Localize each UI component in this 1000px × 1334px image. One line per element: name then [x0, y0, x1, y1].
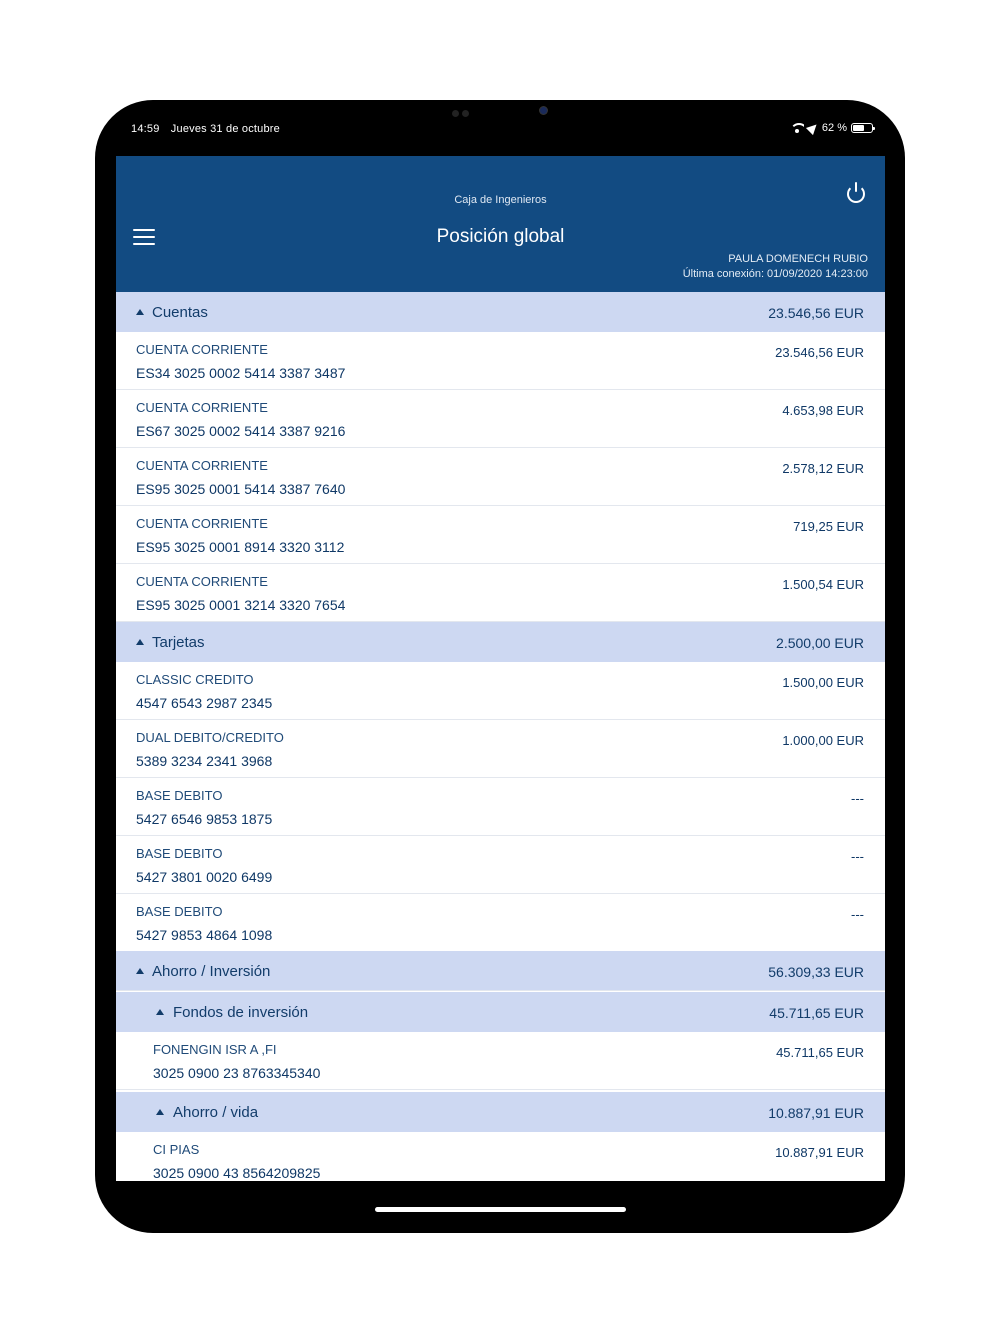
- card-amount: ---: [851, 791, 864, 806]
- subsection-label: Fondos de inversión: [173, 1004, 309, 1021]
- camera-icon: [540, 107, 547, 114]
- subsection-amount: 45.711,65 EUR: [769, 1005, 864, 1021]
- power-logout-icon[interactable]: [847, 185, 865, 203]
- card-amount: ---: [851, 907, 864, 922]
- section-amount: 23.546,56 EUR: [768, 305, 864, 321]
- fund-number: 3025 0900 23 8763345340: [153, 1065, 321, 1081]
- section-label: Tarjetas: [152, 634, 205, 651]
- card-amount: 1.500,00 EUR: [782, 675, 864, 690]
- account-type: CUENTA CORRIENTE: [136, 516, 268, 531]
- account-amount: 4.653,98 EUR: [782, 403, 864, 418]
- status-time: 14:59: [131, 123, 160, 135]
- battery-percent: 62 %: [821, 122, 847, 134]
- card-amount: 1.000,00 EUR: [782, 733, 864, 748]
- card-row[interactable]: [116, 778, 885, 836]
- collapse-triangle-icon: [136, 968, 144, 974]
- collapse-triangle-icon: [156, 1009, 164, 1015]
- home-indicator[interactable]: [375, 1207, 626, 1212]
- collapse-triangle-icon: [136, 639, 144, 645]
- status-right: [790, 122, 873, 134]
- account-number: ES34 3025 0002 5414 3387 3487: [136, 365, 346, 381]
- account-number: ES95 3025 0001 5414 3387 7640: [136, 481, 346, 497]
- app-header: [116, 156, 885, 292]
- subsection-fondos[interactable]: [116, 992, 885, 1032]
- savings-name: CI PIAS: [153, 1142, 200, 1157]
- status-left: [131, 123, 288, 135]
- status-date: Jueves 31 de octubre: [170, 123, 280, 135]
- account-type: CUENTA CORRIENTE: [136, 342, 268, 357]
- battery-icon: [851, 123, 873, 133]
- card-number: 5389 3234 2341 3968: [136, 753, 273, 769]
- account-row[interactable]: [116, 506, 885, 564]
- fund-row[interactable]: [116, 1032, 885, 1090]
- subsection-label: Ahorro / vida: [173, 1104, 259, 1121]
- last-connection: Última conexión: 01/09/2020 14:23:00: [682, 268, 868, 280]
- subsection-ahorro-vida[interactable]: [116, 1092, 885, 1132]
- battery-fill: [853, 125, 864, 131]
- account-amount: 1.500,54 EUR: [782, 577, 864, 592]
- card-row[interactable]: [116, 662, 885, 720]
- savings-amount: 10.887,91 EUR: [775, 1145, 864, 1160]
- collapse-triangle-icon: [136, 309, 144, 315]
- account-row[interactable]: [116, 390, 885, 448]
- location-arrow-icon: [806, 121, 820, 135]
- account-row[interactable]: [116, 564, 885, 622]
- account-amount: 2.578,12 EUR: [782, 461, 864, 476]
- section-cuentas[interactable]: [116, 292, 885, 332]
- section-label: Cuentas: [152, 304, 208, 321]
- card-number: 4547 6543 2987 2345: [136, 695, 273, 711]
- card-type: BASE DEBITO: [136, 788, 223, 803]
- card-type: BASE DEBITO: [136, 846, 223, 861]
- section-tarjetas[interactable]: [116, 622, 885, 662]
- card-type: CLASSIC CREDITO: [136, 672, 254, 687]
- account-number: ES95 3025 0001 3214 3320 7654: [136, 597, 346, 613]
- card-number: 5427 9853 4864 1098: [136, 927, 273, 943]
- card-row[interactable]: [116, 894, 885, 952]
- subsection-amount: 10.887,91 EUR: [768, 1105, 864, 1121]
- app-screen: [116, 156, 885, 1181]
- savings-number: 3025 0900 43 8564209825: [153, 1165, 321, 1181]
- card-row[interactable]: [116, 836, 885, 894]
- card-number: 5427 3801 0020 6499: [136, 869, 273, 885]
- card-type: DUAL DEBITO/CREDITO: [136, 730, 284, 745]
- fund-amount: 45.711,65 EUR: [776, 1045, 864, 1060]
- status-bar: [115, 118, 885, 140]
- section-label: Ahorro / Inversión: [152, 963, 271, 980]
- section-amount: 2.500,00 EUR: [776, 635, 864, 651]
- account-type: CUENTA CORRIENTE: [136, 458, 268, 473]
- wifi-icon: [790, 123, 804, 133]
- savings-row[interactable]: [116, 1132, 885, 1181]
- card-row[interactable]: [116, 720, 885, 778]
- section-amount: 56.309,33 EUR: [768, 964, 864, 980]
- collapse-triangle-icon: [156, 1109, 164, 1115]
- account-amount: 23.546,56 EUR: [775, 345, 864, 360]
- account-row[interactable]: [116, 332, 885, 390]
- account-row[interactable]: [116, 448, 885, 506]
- account-type: CUENTA CORRIENTE: [136, 574, 268, 589]
- card-type: BASE DEBITO: [136, 904, 223, 919]
- brand-name: Caja de Ingenieros: [454, 194, 547, 206]
- section-ahorro-inversion[interactable]: [116, 951, 885, 991]
- account-number: ES67 3025 0002 5414 3387 9216: [136, 423, 346, 439]
- user-name: PAULA DOMENECH RUBIO: [728, 253, 868, 265]
- card-amount: ---: [851, 849, 864, 864]
- account-amount: 719,25 EUR: [793, 519, 864, 534]
- fund-name: FONENGIN ISR A ,FI: [153, 1042, 277, 1057]
- account-type: CUENTA CORRIENTE: [136, 400, 268, 415]
- page-title: Posición global: [436, 226, 565, 247]
- account-number: ES95 3025 0001 8914 3320 3112: [136, 539, 345, 555]
- card-number: 5427 6546 9853 1875: [136, 811, 273, 827]
